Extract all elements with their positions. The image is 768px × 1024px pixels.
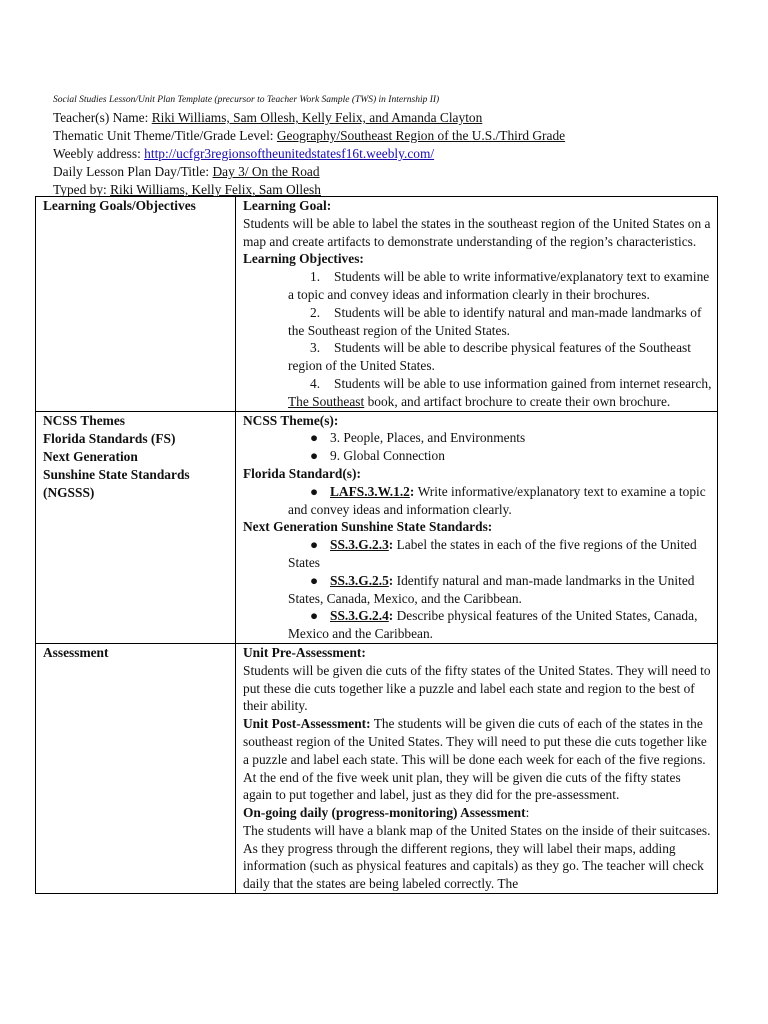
standards-row xyxy=(36,411,718,643)
ncss-heading: NCSS Theme(s): xyxy=(243,412,339,428)
ngsss-item: ● SS.3.G.2.3: Label the states in each of the five regions of the United States xyxy=(288,537,697,570)
goals-label: Learning Goals/Objectives xyxy=(36,197,236,412)
ngsss-item: ● SS.3.G.2.4: Describe physical features of the United States, Canada, Mexico and the Caribbean. xyxy=(288,608,698,642)
standard-code: SS.3.G.2.3 xyxy=(330,537,389,553)
daily-value: Day 3/ On the Road xyxy=(212,164,320,179)
weebly-link[interactable]: http://ucfgr3regionsoftheunitedstatesf16t.weebly.com/ xyxy=(144,146,435,161)
teachers-label: Teacher(s) Name: xyxy=(53,110,149,125)
pre-assessment-text: Students will be given die cuts of the fifty states of the United States. They will need to put these die cuts together like a puzzle and label each state and region to the best of their ability. xyxy=(243,662,711,714)
post-assessment-text: The students will be given die cuts of each of the states in the southeast region of the United States. They will need to put these die cuts together like a puzzle and label each state. This will be done each week for each of the five regions. At the end of the five week unit plan, they will be given die cuts of the fifty states again to put together and label, just as they did for the pre-assessment. xyxy=(243,716,707,803)
typed-label: Typed by: xyxy=(53,182,107,197)
objective-item: 2. Students will be able to identify natural and man-made landmarks of the Southeast region of the United States. xyxy=(288,304,702,338)
weebly-label: Weebly address: xyxy=(53,146,141,161)
ncss-item: ● 9. Global Connection xyxy=(243,447,713,465)
ongoing-heading: On-going daily (progress-monitoring) Assessment xyxy=(243,805,526,821)
objectives-heading: Learning Objectives: xyxy=(243,251,364,267)
standard-code: SS.3.G.2.4 xyxy=(330,608,389,624)
ncss-item: ● 3. People, Places, and Environments xyxy=(243,429,713,447)
bullet-icon: ● xyxy=(310,483,319,499)
ongoing-text: The students will have a blank map of the United States on the inside of their suitcases. As they progress through the different regions, they will label their maps, adding information (such as physical features and capitals) as they go. The teacher will check daily that the states are being labeled correctly. The xyxy=(243,822,711,892)
florida-standard-item: ● LAFS.3.W.1.2: Write informative/explanatory text to examine a topic and convey ideas and information clearly. xyxy=(288,483,706,517)
bullet-icon: ● xyxy=(310,572,319,588)
bullet-icon: ● xyxy=(310,430,319,446)
teachers-line xyxy=(53,109,743,127)
post-assessment-heading: Unit Post-Assessment: xyxy=(243,716,371,732)
daily-line xyxy=(53,163,743,181)
bullet-icon: ● xyxy=(310,537,319,553)
ngsss-heading: Next Generation Sunshine State Standards: xyxy=(243,519,493,535)
bullet-icon: ● xyxy=(310,608,319,624)
florida-heading: Florida Standard(s): xyxy=(243,465,361,481)
weebly-line xyxy=(53,145,743,163)
ongoing-heading-line: On-going daily (progress-monitoring) Assessment: xyxy=(243,805,530,821)
theme-line xyxy=(53,127,743,145)
bullet-icon: ● xyxy=(310,448,319,464)
standards-label: NCSS Themes Florida Standards (FS) Next Generation Sunshine State Standards (NGSSS) xyxy=(36,411,236,643)
assessment-row xyxy=(36,643,718,893)
goals-content xyxy=(236,197,718,412)
objective-item: 4. Students will be able to use information gained from internet research, The Southeast book, and artifact brochure to create their own brochure. xyxy=(288,375,712,409)
assessment-label: Assessment xyxy=(36,643,236,893)
standard-code: SS.3.G.2.5 xyxy=(330,572,389,588)
goals-row xyxy=(36,197,718,412)
standards-content xyxy=(236,411,718,643)
objective-item: 1. Students will be able to write informative/explanatory text to examine a topic and convey ideas and information clearly in their brochures. xyxy=(288,269,710,302)
lesson-plan-table xyxy=(35,196,718,894)
theme-value: Geography/Southeast Region of the U.S./Third Grade xyxy=(276,128,566,143)
typed-value: Riki Williams, Kelly Felix, Sam Ollesh xyxy=(110,182,321,197)
post-assessment xyxy=(243,715,713,804)
teachers-value: Riki Williams, Sam Ollesh, Kelly Felix, and Amanda Clayton xyxy=(151,110,483,125)
objective-item: 3. Students will be able to describe physical features of the Southeast region of the United States. xyxy=(288,340,691,374)
pre-assessment-heading: Unit Pre-Assessment: xyxy=(243,644,366,660)
template-title: Social Studies Lesson/Unit Plan Template (precursor to Teacher Work Sample (TWS) in Internship II) xyxy=(53,95,440,105)
assessment-content xyxy=(236,643,718,893)
goal-text: Students will be able to label the states in the southeast region of the United States on a map and create artifacts to demonstrate understanding of the region’s characteristics. xyxy=(243,215,711,249)
plan-header xyxy=(53,94,743,199)
theme-label: Thematic Unit Theme/Title/Grade Level: xyxy=(53,128,274,143)
daily-label: Daily Lesson Plan Day/Title: xyxy=(53,164,210,179)
book-title: The Southeast xyxy=(288,393,365,409)
standard-code: LAFS.3.W.1.2 xyxy=(330,483,410,499)
goal-heading: Learning Goal: xyxy=(243,198,332,213)
ngsss-item: ● SS.3.G.2.5: Identify natural and man-made landmarks in the United States, Canada, Mexico, and the Caribbean. xyxy=(288,572,695,606)
